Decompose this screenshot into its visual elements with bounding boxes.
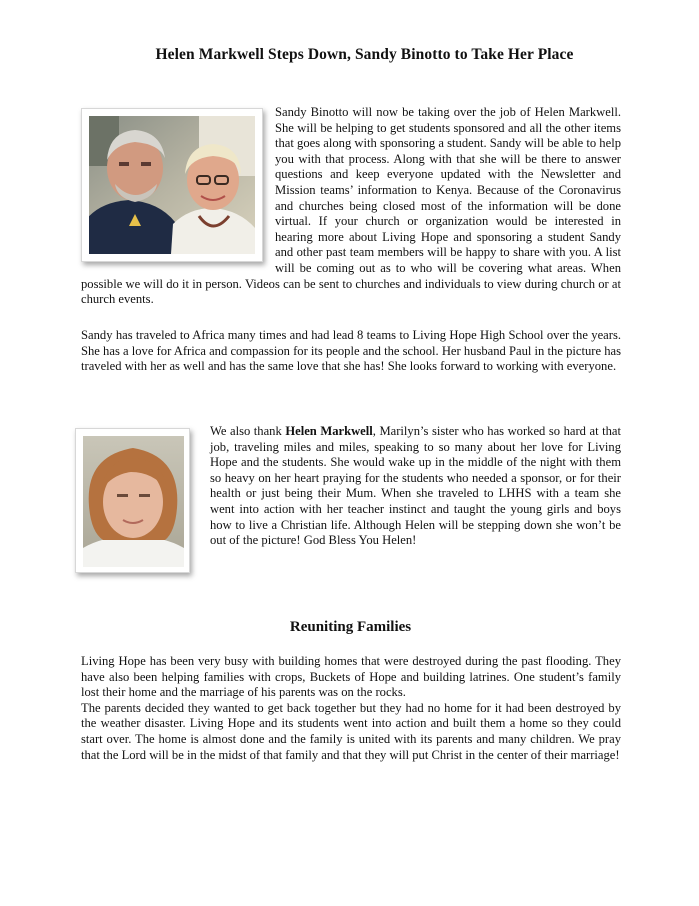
sandy-and-paul-photo (81, 108, 263, 262)
sandy-paragraph-1: Sandy Binotto will now be taking over the job of Helen Markwell. She will be helping to get students sponsored and all the other items that goes along with sponsoring a student. Sandy will be able to help you with that process. Along with that she will be there to answer questions and keep everyone updated with the Newsletter and Mission teams’ information to Kenya. Because of the Coronavirus and churches being closed most of the information will be done virtual. If your church or organization would be interested in hearing more about Living Hope and sponsoring a student Sandy and other past team members will be happy to share with you. A list will be coming out as to who will be covering what areas. When possible we will do it in person. Videos can be sent to churches and individuals to view during church or at church events. (81, 105, 621, 307)
helen-section (75, 424, 621, 579)
helen-photo (75, 428, 190, 573)
helen-photo-image (83, 436, 184, 567)
helen-paragraph-intro: We also thank (210, 424, 286, 438)
reuniting-paragraph-2: The parents decided they wanted to get back together but they had no home for it had been destroyed by the weather disaster. Living Hope and its students went into action and built them a home so they could start over. The home is almost done and the family is united with its parents and many children. We pray that the Lord will be in the midst of that family and that they will put Christ in the center of their marriage! (81, 700, 621, 762)
sandy-paragraph-2: Sandy has traveled to Africa many times and had lead 8 teams to Living Hope High School over the years. She has a love for Africa and compassion for its people and the school. Her husband Paul in the picture has traveled with her as well and has the same love that she has! She looks forward to working with everyone. (81, 328, 621, 374)
sandy-travel-section (81, 328, 621, 375)
reuniting-families-section (81, 654, 621, 763)
sandy-section (81, 105, 621, 308)
reuniting-families-title: Reuniting Families (289, 619, 412, 635)
helen-name: Helen Markwell (285, 424, 373, 438)
article-title: Helen Markwell Steps Down, Sandy Binotto to Take Her Place (155, 46, 574, 63)
couple-photo-image (89, 116, 255, 254)
helen-paragraph-rest: , Marilyn’s sister who has worked so hard at that job, traveling miles and miles, speaking to so many about her love for Living Hope and the students. She would wake up in the middle of the night with them so heavy on her heart praying for the students who needed a sponsor, or for their health or just being their Mum. When she traveled to LHHS with a team she went into action with her teacher instinct and taught the young girls and boys how to live a Christian life. Although Helen will be stepping down she won’t be out of the picture! God Bless You Helen! (210, 424, 621, 548)
reuniting-paragraph-1: Living Hope has been very busy with building homes that were destroyed during the past flooding. They have also been helping families with crops, Buckets of Hope and building latrines. One student’s family lost their home and the marriage of his parents was on the rocks. (81, 654, 621, 700)
